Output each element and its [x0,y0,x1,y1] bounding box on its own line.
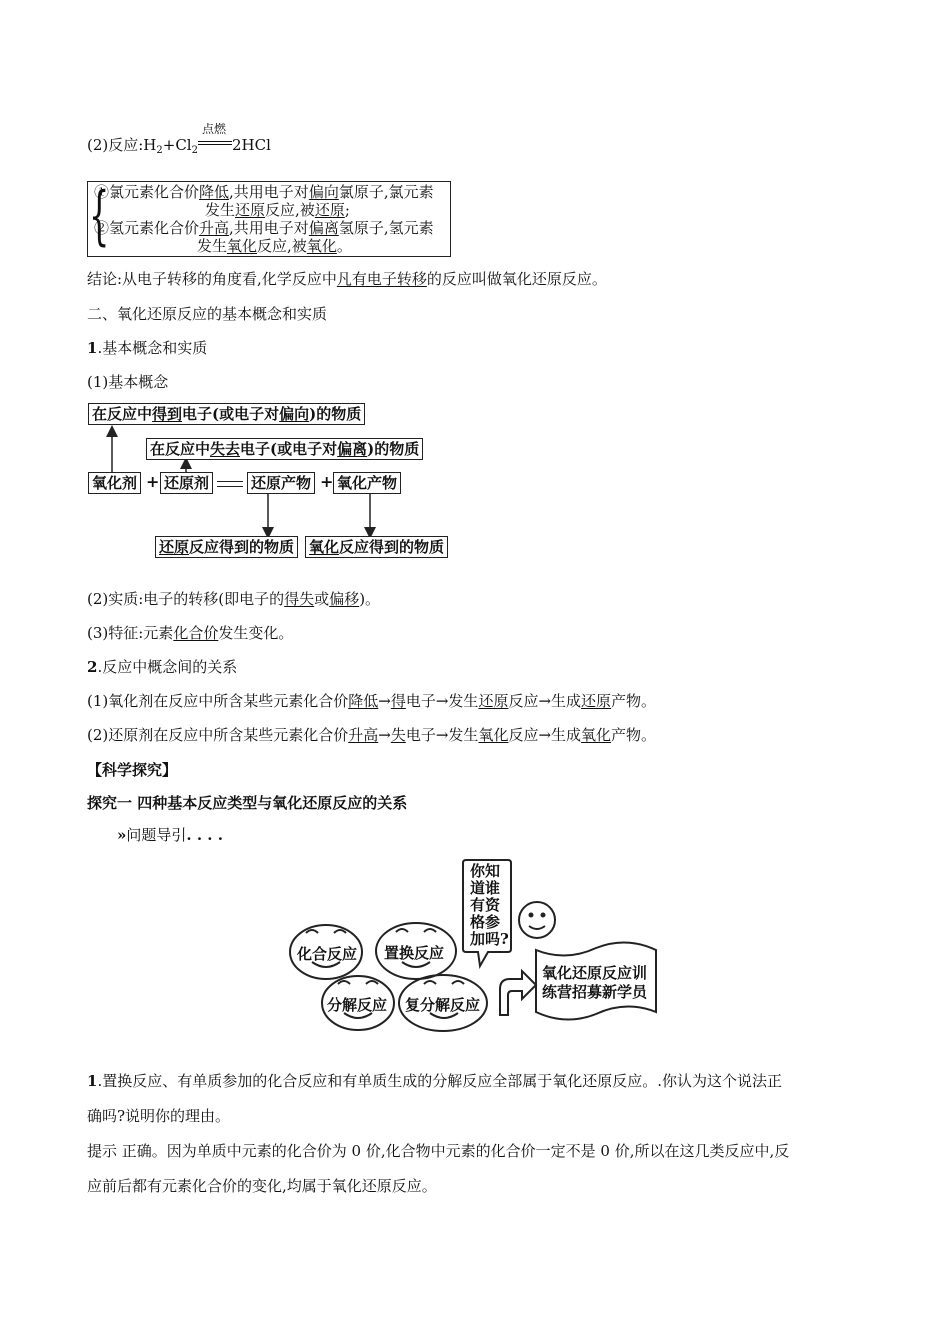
plus-sign: + [146,472,160,491]
speech-text-2: 道谁 [470,879,501,897]
smiley-face-icon [519,902,555,938]
plus-sign: + [320,472,334,491]
combination-reaction-label: 化合反应 [297,945,358,963]
guide-dots: . . . . [186,826,223,844]
gain-electrons-box: 在反应中得到电子(或电子对偏向)的物质 [88,403,365,425]
hint-line-1: 提示 正确。因为单质中元素的化合价为 0 价,化合物中元素的化合价一定不是 0 价,所以在这几类反应中,反 [87,1142,790,1160]
speech-text-4: 格参 [470,913,501,931]
relation-line-2: (2)还原剂在反应中所含某些元素化合价升高→失电子→发生氧化反应→生成氧化产物。 [87,726,657,744]
conclusion: 结论:从电子转移的角度看,化学反应中凡有电子转移的反应叫做氧化还原反应。 [87,270,607,288]
frame-line-4: 发生氧化反应,被氧化。 [197,237,352,255]
section2-title: 二、氧化还原反应的基本概念和实质 [87,305,328,323]
basic-concept-label: (1)基本概念 [87,373,169,391]
guide-marker-icon: » [117,826,127,844]
oxidation-product-box: 氧化产物 [333,472,401,494]
question-1-line-2: 确吗?说明你的理由。 [87,1107,231,1125]
decomposition-reaction-label: 分解反应 [327,996,388,1014]
hint-line-2: 应前后都有元素化合价的变化,均属于氧化还原反应。 [87,1177,437,1195]
flag-text-1: 氧化还原反应训 [542,964,648,982]
oxidation-result-box: 氧化反应得到的物质 [305,536,448,558]
reduction-result-box: 还原反应得到的物质 [155,536,298,558]
speech-text-1: 你知 [470,862,501,880]
frame-line-1: ①氯元素化合价降低,共用电子对偏向氯原子,氯元素 [94,183,434,201]
displacement-reaction-label: 置换反应 [384,944,445,962]
question-1-line-1: 1.置换反应、有单质参加的化合反应和有单质生成的分解反应全部属于氧化还原反应。.你认为这个说法正 [87,1072,782,1090]
reaction-condition: 点燃 [201,122,226,136]
explore1-title: 探究一 四种基本反应类型与氧化还原反应的关系 [87,794,408,812]
curved-arrow-icon [500,971,536,1015]
frame-line-3: ②氢元素化合价升高,共用电子对偏离氢原子,氢元素 [94,219,434,237]
speech-text-3: 有资 [470,896,501,914]
guide-label: 问题导引 [126,826,187,844]
speech-text-5: 加吗? [470,930,509,948]
subscript: 2 [156,145,163,156]
subsection-1-title: 1.基本概念和实质 [87,339,208,357]
flag-text-2: 练营招募新学员 [542,983,648,1001]
science-header: 【科学探究】 [87,761,178,779]
reduction-product-box: 还原产物 [247,472,315,494]
subsection-2-title: 2.反应中概念间的关系 [87,658,238,676]
reaction-text: +Cl [162,136,192,154]
lose-electrons-box: 在反应中失去电子(或电子对偏离)的物质 [146,438,423,460]
double-decomposition-label: 复分解反应 [405,996,481,1014]
reaction-product: 2HCl [231,136,271,154]
oxidant-box: 氧化剂 [88,472,141,494]
subscript: 2 [191,145,198,156]
frame-line-2: 发生还原反应,被还原; [205,201,350,219]
relation-line-1: (1)氧化剂在反应中所含某些元素化合价降低→得电子→发生还原反应→生成还原产物。 [87,692,657,710]
essence-line: (2)实质:电子的转移(即电子的得失或偏移)。 [87,590,381,608]
brace-icon: { [89,179,110,253]
reaction-text: (2)反应:H [87,136,157,154]
reductant-box: 还原剂 [160,472,213,494]
feature-line: (3)特征:元素化合价发生变化。 [87,624,294,642]
